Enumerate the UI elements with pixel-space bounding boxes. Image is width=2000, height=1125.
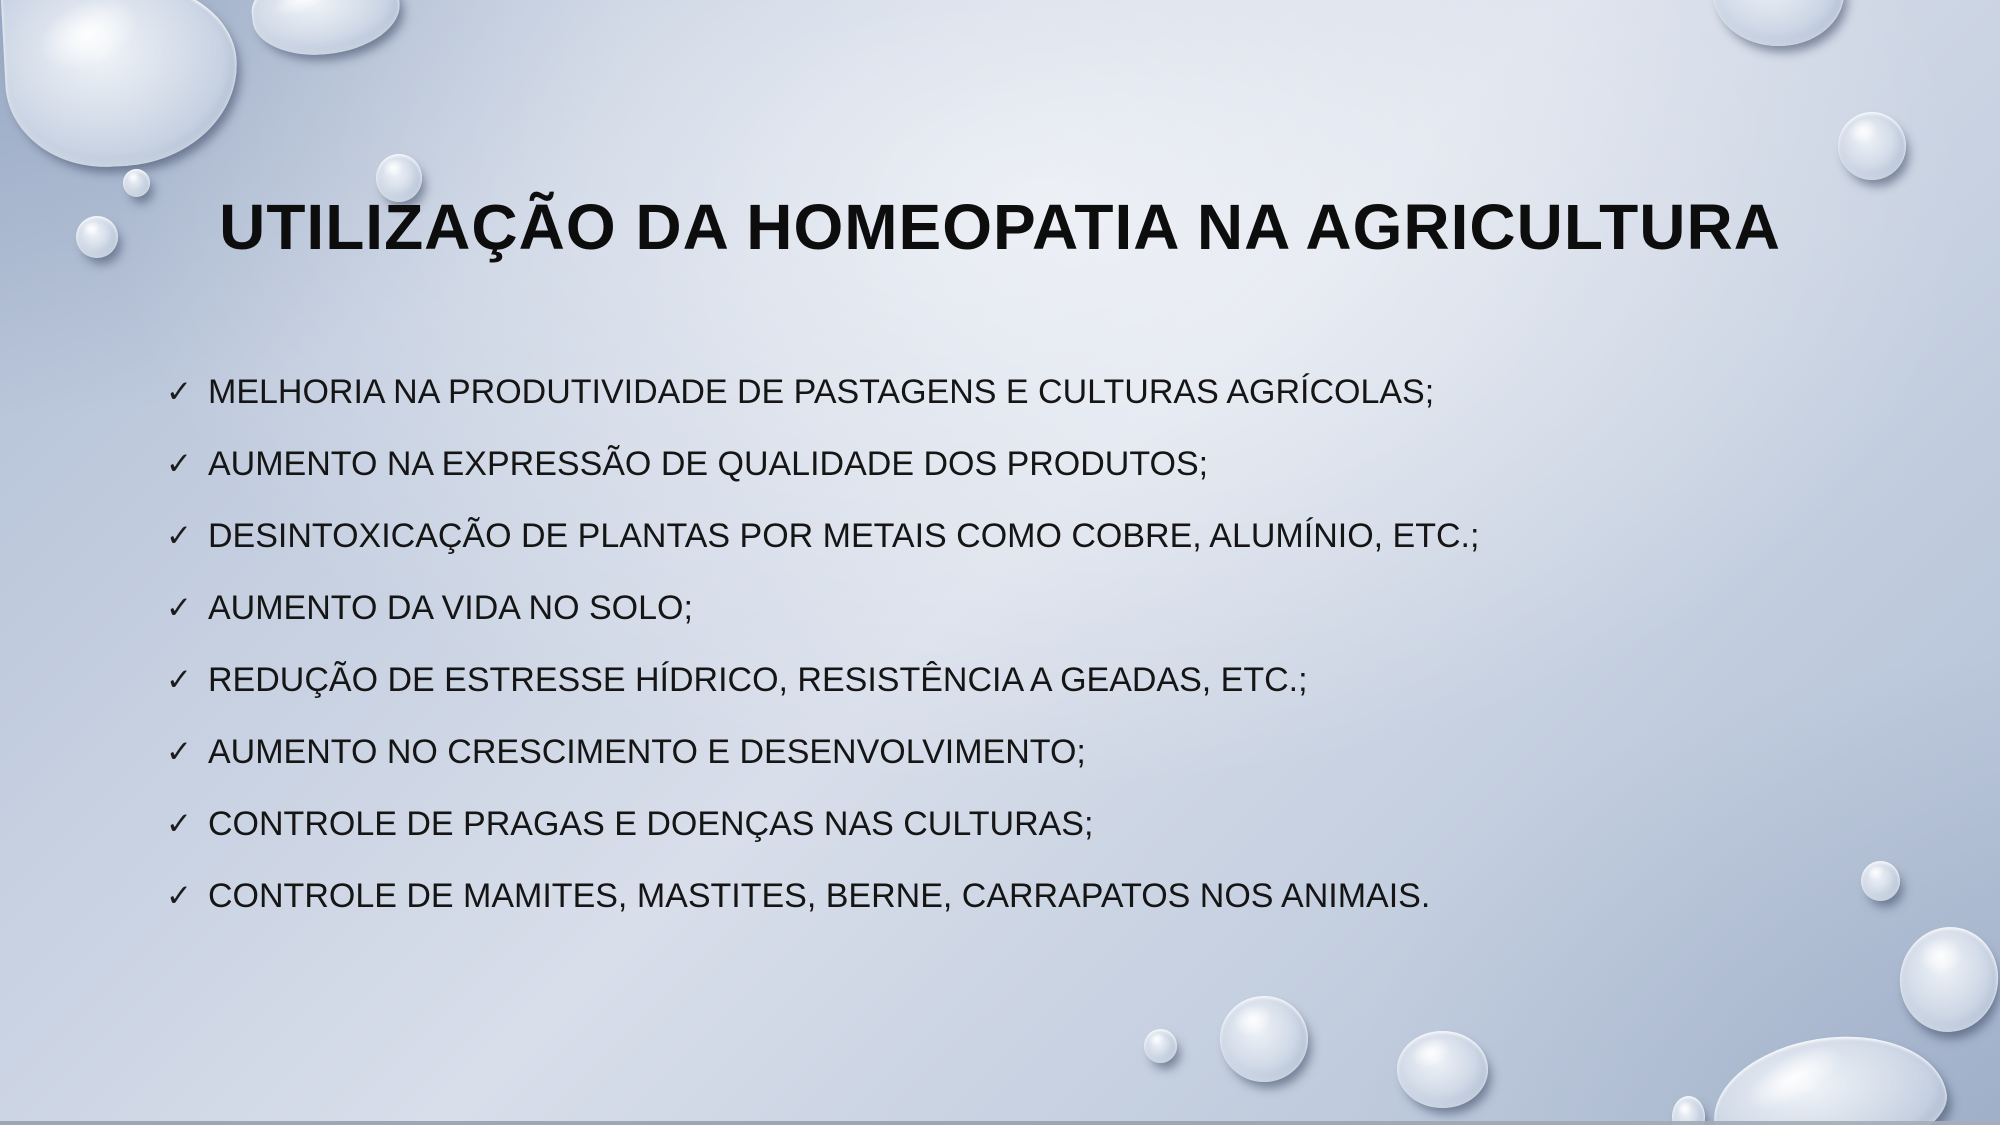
checkmark-icon: ✓ (166, 590, 192, 625)
checkmark-icon: ✓ (166, 806, 192, 841)
bullet-item (166, 588, 1479, 660)
water-droplet-kidney-bottomright-icon (1704, 1020, 1954, 1125)
bullet-list (166, 372, 1479, 948)
checkmark-icon: ✓ (166, 662, 192, 697)
water-droplet-bottomright-large-icon (1892, 919, 2000, 1039)
bullet-item (166, 876, 1479, 948)
bullet-text: DESINTOXICAÇÃO DE PLANTAS POR METAIS COMO COBRE, ALUMÍNIO, ETC.; (208, 517, 1480, 555)
checkmark-icon: ✓ (166, 446, 192, 481)
checkmark-icon: ✓ (166, 734, 192, 769)
water-droplet-teardrop-topleft-icon (0, 0, 241, 172)
water-droplet-topright-cut-icon (1713, 0, 1844, 46)
water-droplet-bottomright-small-icon (1861, 861, 1900, 901)
water-droplet-bottom-tiny-icon (1144, 1029, 1177, 1063)
slide-title: UTILIZAÇÃO DA HOMEOPATIA NA AGRICULTURA (219, 191, 1781, 263)
bullet-text: AUMENTO NO CRESCIMENTO E DESENVOLVIMENTO; (208, 733, 1086, 771)
bullet-item (166, 444, 1479, 516)
bullet-text: AUMENTO DA VIDA NO SOLO; (208, 589, 693, 627)
bullet-item (166, 732, 1479, 804)
water-droplet-bottom-medium-2-icon (1397, 1031, 1488, 1108)
bullet-item (166, 804, 1479, 876)
bottom-edge-bar (0, 1121, 2000, 1125)
bullet-text: REDUÇÃO DE ESTRESSE HÍDRICO, RESISTÊNCIA A GEADAS, ETC.; (208, 661, 1308, 699)
bullet-item (166, 372, 1479, 444)
bullet-item (166, 516, 1479, 588)
water-droplet-blob-top-icon (248, 0, 404, 62)
bullet-text: MELHORIA NA PRODUTIVIDADE DE PASTAGENS E CULTURAS AGRÍCOLAS; (208, 373, 1435, 411)
checkmark-icon: ✓ (166, 518, 192, 553)
checkmark-icon: ✓ (166, 374, 192, 409)
bullet-item (166, 660, 1479, 732)
bullet-text: CONTROLE DE PRAGAS E DOENÇAS NAS CULTURAS; (208, 805, 1094, 843)
checkmark-icon: ✓ (166, 878, 192, 913)
bullet-text: CONTROLE DE MAMITES, MASTITES, BERNE, CARRAPATOS NOS ANIMAIS. (208, 877, 1431, 915)
water-droplet-topright-icon (1838, 112, 1906, 180)
bullet-text: AUMENTO NA EXPRESSÃO DE QUALIDADE DOS PRODUTOS; (208, 445, 1209, 483)
water-droplet-bottom-medium-icon (1220, 996, 1308, 1082)
